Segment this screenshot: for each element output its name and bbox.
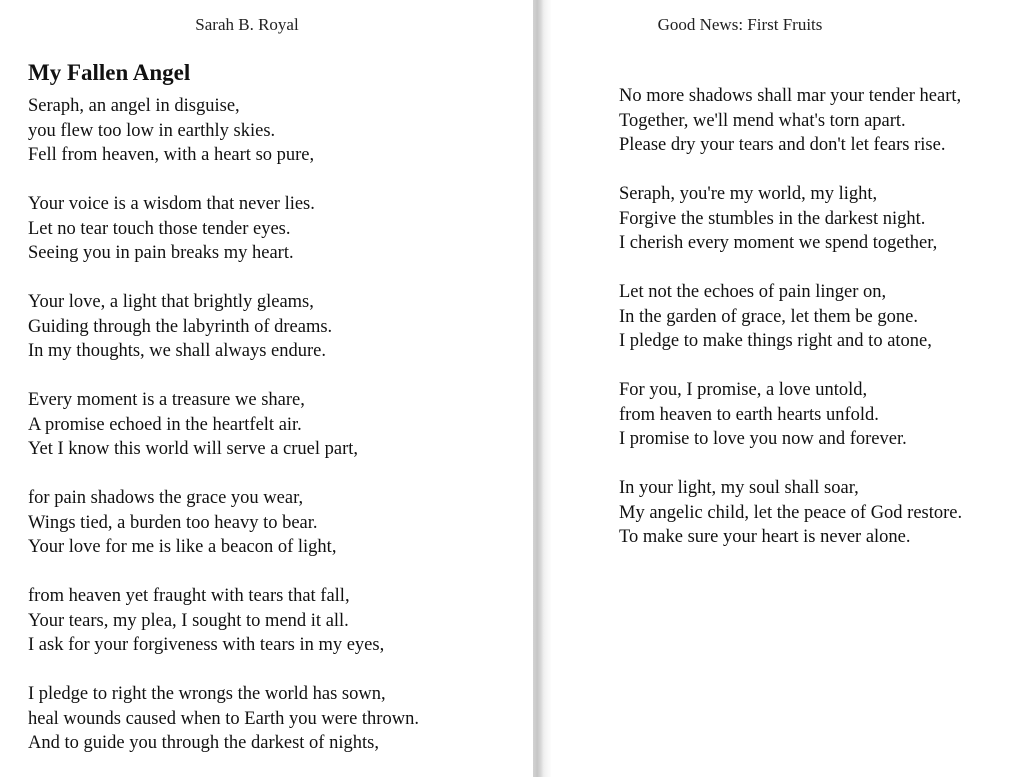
verse-line: Yet I know this world will serve a cruel part, [28,439,359,459]
verse-line: Your love, a light that brightly gleams, [28,292,314,312]
stanza [28,682,518,756]
verse-line: I pledge to right the wrongs the world has sown, [28,684,386,704]
stanza [28,584,518,658]
verse-line: Your tears, my plea, I sought to mend it all. [28,610,349,631]
book-gutter [533,0,551,777]
left-running-header: Sarah B. Royal [195,15,299,34]
right-stanzas [619,84,1014,574]
stanza [619,476,1014,550]
stanza [28,290,518,364]
verse-line: from heaven yet fraught with tears that fall, [28,586,350,606]
verse-line: Wings tied, a burden too heavy to bear. [28,512,318,533]
poem-title: My Fallen Angel [28,60,191,85]
verse-line: I cherish every moment we spend together, [619,233,938,253]
verse-line: Your love for me is like a beacon of light, [28,537,337,557]
verse-line: For you, I promise, a love untold, [619,380,868,400]
verse-line: Please dry your tears and don't let fears rise. [619,135,946,155]
verse-line: for pain shadows the grace you wear, [28,488,304,508]
verse-line: A promise echoed in the heartfelt air. [28,414,302,435]
verse-line: My angelic child, let the peace of God restore. [619,502,963,523]
verse-line: Your voice is a wisdom that never lies. [28,194,315,214]
verse-line: Seraph, an angel in disguise, [28,96,240,116]
verse-line: I promise to love you now and forever. [619,429,907,449]
verse-line: I pledge to make things right and to atone, [619,331,932,351]
verse-line: To make sure your heart is never alone. [619,527,911,547]
stanza [28,486,518,560]
verse-line: Every moment is a treasure we share, [28,390,305,410]
verse-line: Let not the echoes of pain linger on, [619,282,887,302]
verse-line: In my thoughts, we shall always endure. [28,341,326,361]
verse-line: Let no tear touch those tender eyes. [28,218,291,239]
verse-line: No more shadows shall mar your tender heart, [619,86,962,106]
right-running-header: Good News: First Fruits [657,15,823,34]
stanza [28,94,518,168]
verse-line: I ask for your forgiveness with tears in my eyes, [28,635,385,655]
verse-line: And to guide you through the darkest of nights, [28,733,379,753]
verse-line: heal wounds caused when to Earth you were thrown. [28,708,419,729]
verse-line: In the garden of grace, let them be gone. [619,306,918,327]
left-stanzas [28,94,518,777]
stanza [619,182,1014,256]
verse-line: Together, we'll mend what's torn apart. [619,110,906,131]
stanza [28,192,518,266]
stanza [619,84,1014,158]
stanza [28,388,518,462]
verse-line: you flew too low in earthly skies. [28,120,276,141]
verse-line: Guiding through the labyrinth of dreams. [28,316,333,337]
verse-line: Fell from heaven, with a heart so pure, [28,145,315,165]
verse-line: Forgive the stumbles in the darkest night. [619,208,926,229]
verse-line: Seeing you in pain breaks my heart. [28,243,294,263]
verse-line: Seraph, you're my world, my light, [619,184,878,204]
verse-line: In your light, my soul shall soar, [619,478,859,498]
stanza [619,280,1014,354]
verse-line: from heaven to earth hearts unfold. [619,404,879,425]
stanza [619,378,1014,452]
right-page [551,0,1019,777]
